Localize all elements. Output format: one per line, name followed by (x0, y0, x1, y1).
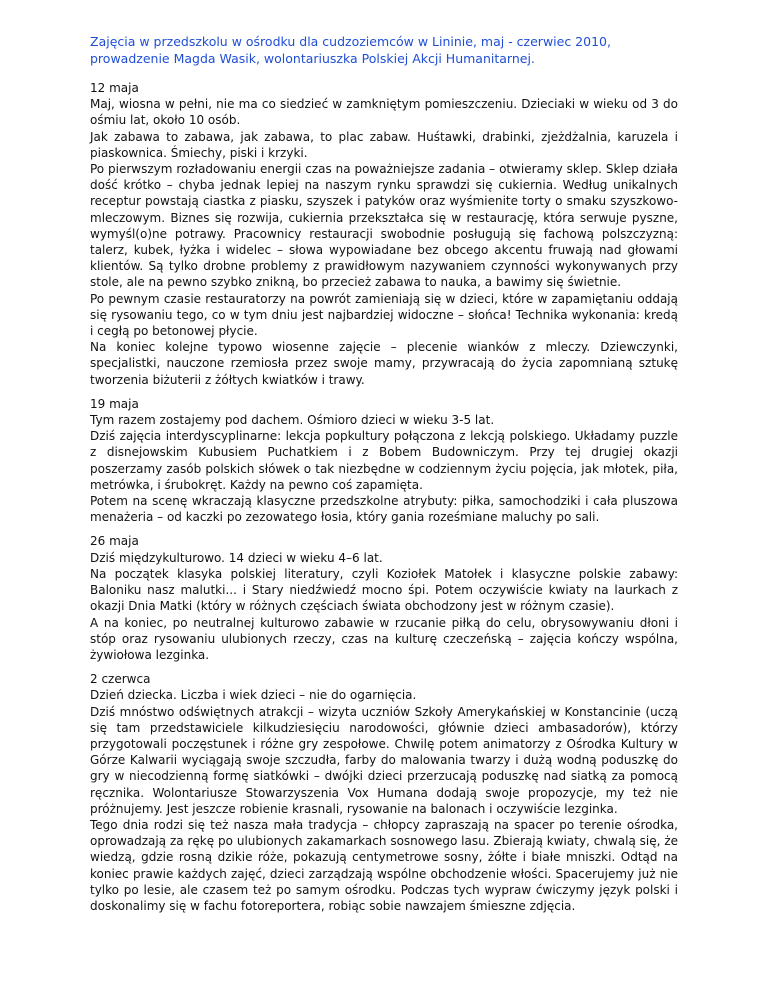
entry-2-czerwca (90, 671, 678, 914)
entry-date: 2 czerwca (90, 672, 151, 687)
paragraph: Dzień dziecka. Liczba i wiek dzieci – nie do ogarnięcia. (90, 688, 417, 703)
paragraph: Dziś międzykulturowo. 14 dzieci w wieku 4–6 lat. (90, 550, 383, 565)
paragraph: Dziś zajęcia interdyscyplinarne: lekcja popkultury połączona z lekcją polskiego. Układamy puzzle z disnejowskim Kubusiem Puchatkiem i z Bobem Budowniczym. Przy tej drugiej okazji poszerzamy zasób polskich słówek o tak niezbędne w codziennym życiu pojęcia, jak młotek, piła, metrówka, i śrubokręt. Każdy na pewno coś zapamięta. (90, 429, 678, 492)
entry-date: 26 maja (90, 534, 139, 549)
paragraph: Tym razem zostajemy pod dachem. Ośmioro dzieci w wieku 3-5 lat. (90, 413, 495, 428)
entry-12-maja (90, 80, 678, 388)
title-line-1: Zajęcia w przedszkolu w ośrodku dla cudzoziemców w Lininie, maj - czerwiec 2010, (90, 34, 611, 49)
paragraph: Dziś mnóstwo odświętnych atrakcji – wizyta uczniów Szkoły Amerykańskiej w Konstancinie (uczą się tam przedstawiciele kilkudziesięciu narodowości, głównie dzieci ambasadorów), którzy przygotowali poczęstunek i różne gry zespołowe. Chwilę potem animatorzy z Ośrodka Kultury w Górze Kalwarii wyciągają swoje szczudła, farby do malowania twarzy i dużą wodną poduszkę do gry w niecodzienną formę siatkówki – dwójki dzieci przerzucają poduszkę nad siatką za pomocą ręcznika. Wolontariusze Stowarzyszenia Vox Humana dodają swoje propozycje, my też nie próżnujemy. Jest jeszcze robienie krasnali, rysowanie na balonach i oczywiście lezginka. (90, 704, 678, 816)
document-title (90, 33, 678, 67)
paragraph: Na koniec kolejne typowo wiosenne zajęcie – plecenie wianków z mleczy. Dziewczynki, specjalistki, nauczone rzemiosła przez swoje mamy, przywracają do życia zapomnianą sztukę tworzenia biżuterii z żółtych kwiatków i trawy. (90, 340, 678, 387)
entry-date: 12 maja (90, 81, 139, 95)
title-line-2: prowadzenie Magda Wasik, wolontariuszka Polskiej Akcji Humanitarnej. (90, 51, 535, 66)
entry-19-maja (90, 396, 678, 526)
entry-date: 19 maja (90, 396, 139, 411)
paragraph: A na koniec, po neutralnej kulturowo zabawie w rzucanie piłką do celu, obrysowywaniu dłoni i stóp oraz rysowaniu ulubionych rzeczy, czas na kulturę czeczeńską – zajęcia kończy wspólna, żywiołowa lezginka. (90, 615, 678, 662)
paragraph: Po pewnym czasie restauratorzy na powrót zamieniają się w dzieci, które w zapamiętaniu oddają się rysowaniu tego, co w tym dniu jest najbardziej widoczne – słońca! Technika wykonania: kredą i cegłą po betonowej płycie. (90, 291, 678, 339)
paragraph: Potem na scenę wkraczają klasyczne przedszkolne atrybuty: piłka, samochodziki i cała pluszowa menażeria – od kaczki po zezowatego łosia, który gania roześmiane maluchy po sali. (90, 494, 678, 525)
paragraph: Maj, wiosna w pełni, nie ma co siedzieć w zamkniętym pomieszczeniu. Dzieciaki w wieku od 3 do ośmiu lat, około 10 osób. (90, 97, 678, 128)
paragraph: Po pierwszym rozładowaniu energii czas na poważniejsze zadania – otwieramy sklep. Sklep działa dość krótko – chyba jednak lepiej na naszym rynku sprawdzi się cukiernia. Według unikalnych receptur powstają ciastka z piasku, szyszek i patyków oraz wyśmienite torty o smaku szyszkowo-mleczowym. Biznes się rozwija, cukiernia przekształca się w restaurację, która serwuje pyszne, wymyśl(o)ne potrawy. Pracownicy restauracji swobodnie posługują się fachową polszczyzną: talerz, kubek, łyżka i widelec – słowa wypowiadane bez obcego akcentu fruwają nad głowami klientów. Są tylko drobne problemy z prawidłowym nazywaniem czynności wykonywanych przy stole, ale na pewno szybko znikną, bo przecież zabawa to nauka, a bawimy się świetnie. (90, 162, 678, 290)
paragraph: Na początek klasyka polskiej literatury, czyli Koziołek Matołek i klasyczne polskie zabawy: Baloniku nasz malutki... i Stary niedźwiedź mocno śpi. Potem oczywiście kwiaty na laurkach z okazji Dnia Matki (który w różnych częściach świata obchodzony jest w różnym czasie). (90, 566, 678, 614)
entry-26-maja (90, 533, 678, 663)
paragraph: Jak zabawa to zabawa, jak zabawa, to plac zabaw. Huśtawki, drabinki, zjeżdżalnia, karuzela i piaskownica. Śmiechy, piski i krzyki. (90, 129, 678, 160)
paragraph: Tego dnia rodzi się też nasza mała tradycja – chłopcy zapraszają na spacer po terenie ośrodka, oprowadzają za rękę po ulubionych zakamarkach sosnowego lasu. Zbierają kwiaty, chwalą się, że wiedzą, gdzie rosną dzikie róże, pokazują centymetrowe sosny, żółte i białe mniszki. Odtąd na koniec prawie każdych zajęć, dzieci zarządzają wspólne obchodzenie włości. Spacerujemy już nie tylko po lesie, ale czasem też po samym ośrodku. Podczas tych wypraw ćwiczymy język polski i doskonalimy się w fachu fotoreportera, robiąc sobie nawzajem śmieszne zdjęcia. (90, 817, 678, 913)
